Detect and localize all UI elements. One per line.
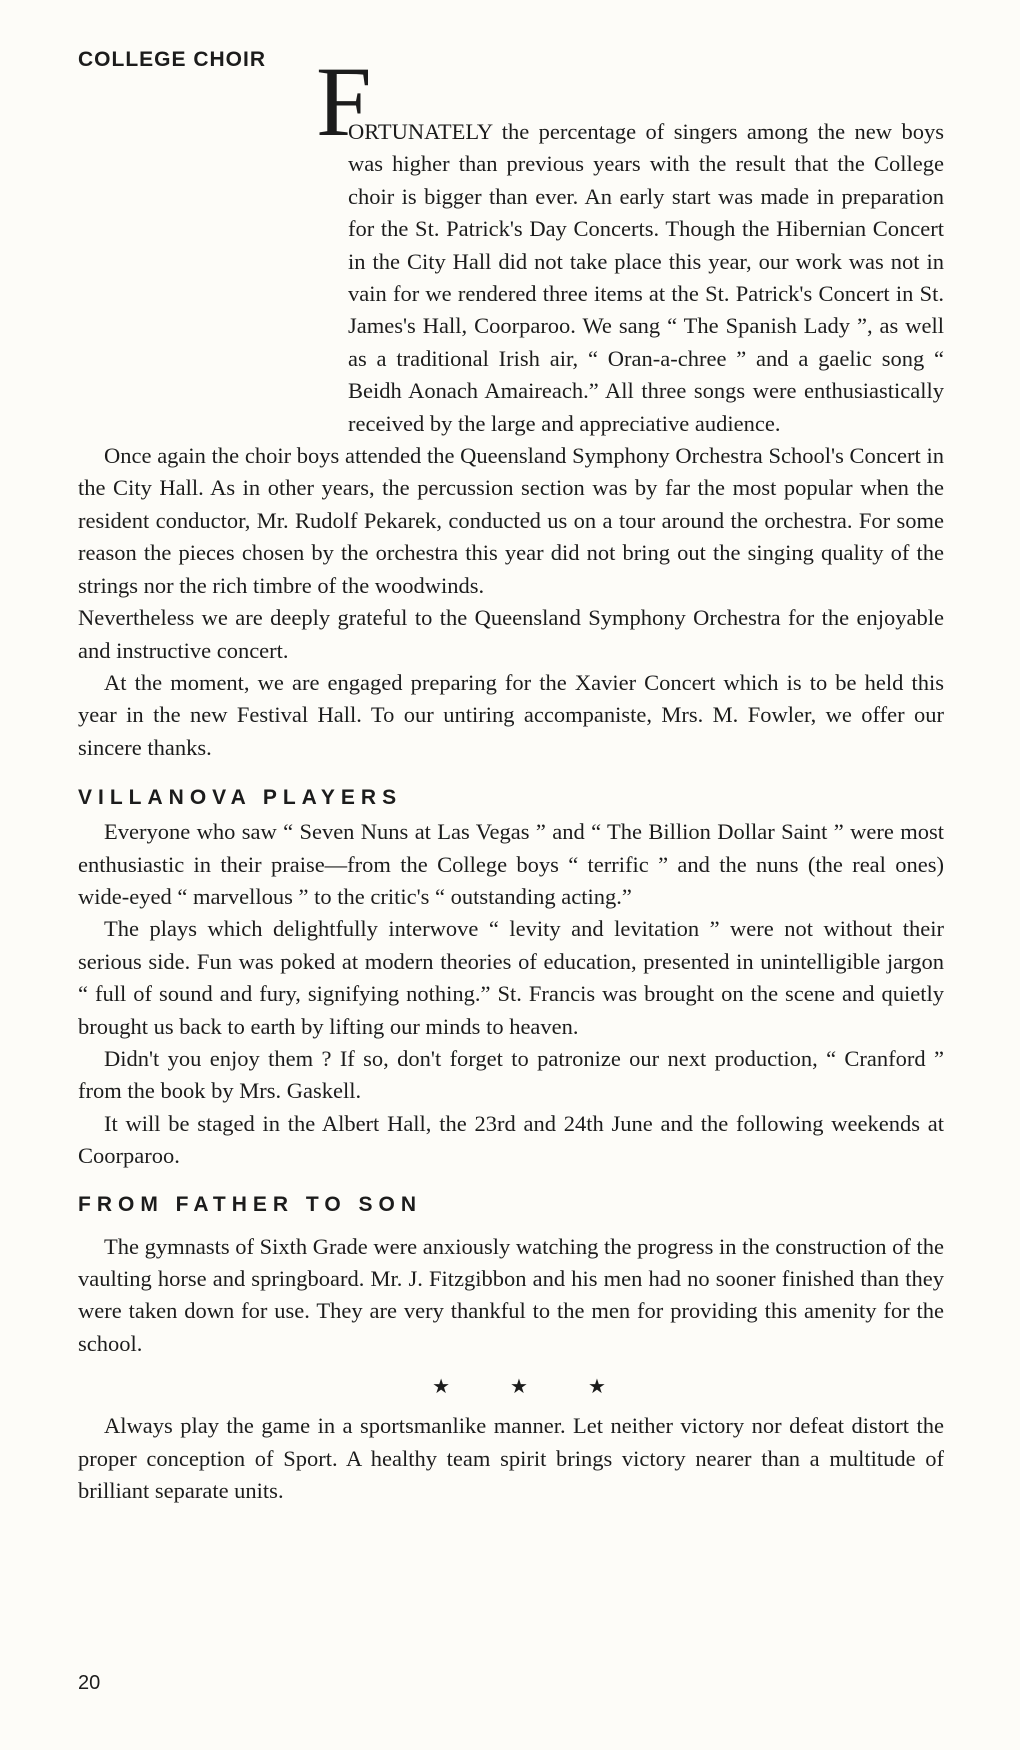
father-to-son-heading: FROM FATHER TO SON <box>78 1192 423 1216</box>
villanova-paragraph-2: The plays which delightfully interwove “ levity and levitation ” were not without their serious side. Fun was poked at modern theories of education, presented in unintelligible jargon “ full of sound and fury, signifying nothing.” St. Francis was brought on the scene and quietly brought us back to earth by lifting our minds to heaven. <box>78 916 944 1039</box>
page-number: 20 <box>78 1672 101 1694</box>
drop-cap: F <box>316 46 372 157</box>
college-choir-header <box>78 46 944 157</box>
college-choir-paragraph-4: At the moment, we are engaged preparing for the Xavier Concert which is to be held this year in the new Festival Hall. To our untiring accompaniste, Mrs. M. Fowler, we offer our sincere thanks. <box>78 669 944 760</box>
villanova-paragraph-4: It will be staged in the Albert Hall, the 23rd and 24th June and the following weekends at Coorparoo. <box>78 1110 944 1169</box>
villanova-paragraph-1: Everyone who saw “ Seven Nuns at Las Vegas ” and “ The Billion Dollar Saint ” were most enthusiastic in their praise—from the College boys “ terrific ” and the nuns (the real ones) wide-eyed “ marvellous ” to the critic's “ outstanding acting.” <box>78 819 944 909</box>
villanova-players-heading: VILLANOVA PLAYERS <box>78 786 403 810</box>
page-content <box>78 48 944 1507</box>
father-to-son-paragraph-1: The gymnasts of Sixth Grade were anxiously watching the progress in the construction of the vaulting horse and springboard. Mr. J. Fitzgibbon and his men had no sooner finished than they were taken down for use. They are very thankful to the men for providing this amenity for the school. <box>78 1233 944 1356</box>
college-choir-paragraph-1: ORTUNATELY the percentage of singers among the new boys was higher than previous years with the result that the College choir is bigger than ever. An early start was made in preparation for the St. Patrick's Day Concerts. Though the Hibernian Concert in the City Hall did not take place this year, our work was not in vain for we rendered three items at the St. Patrick's Concert in St. James's Hall, Coorparoo. We sang “ The Spanish Lady ”, as well as a traditional Irish air, “ Oran-a-chree ” and a gaelic song “ Beidh Aonach Amaireach.” All three songs were enthusiastically received by the large and appreciative audience. <box>348 119 944 436</box>
villanova-paragraph-3: Didn't you enjoy them ? If so, don't forget to patronize our next production, “ Cranford ” from the book by Mrs. Gaskell. <box>78 1045 944 1104</box>
college-choir-heading: COLLEGE CHOIR <box>78 48 267 71</box>
college-choir-paragraph-2: Once again the choir boys attended the Queensland Symphony Orchestra School's Concert in the City Hall. As in other years, the percussion section was by far the most popular when the resident conductor, Mr. Rudolf Pekarek, conducted us on a tour around the orchestra. For some reason the pieces chosen by the orchestra this year did not bring out the singing quality of the strings nor the rich timbre of the woodwinds. <box>78 443 944 598</box>
star-separator: ★★★ <box>432 1374 666 1399</box>
college-choir-paragraph-3: Nevertheless we are deeply grateful to the Queensland Symphony Orchestra for the enjoyable and instructive concert. <box>78 605 944 663</box>
closing-paragraph: Always play the game in a sportsmanlike manner. Let neither victory nor defeat distort the proper conception of Sport. A healthy team spirit brings victory nearer than a multitude of brilliant separate units. <box>78 1413 944 1504</box>
